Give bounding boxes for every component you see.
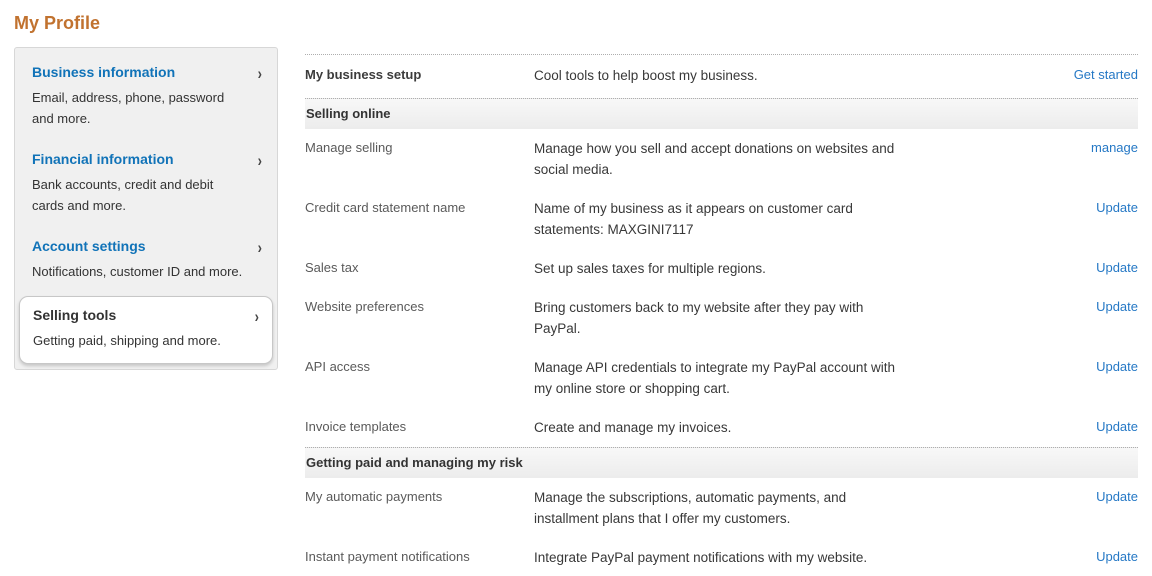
update-link[interactable]: Update [1096, 299, 1138, 314]
page-title: My Profile [14, 13, 101, 33]
row-label: Manage selling [305, 140, 393, 155]
row-action [902, 357, 1138, 399]
sidebar-item-title: Account settings [32, 238, 146, 254]
row-label: API access [305, 359, 371, 374]
chevron-right-icon: › [257, 151, 262, 170]
layout [14, 47, 1138, 576]
update-link[interactable]: Update [1096, 489, 1138, 504]
row-website-preferences [305, 288, 1138, 348]
row-invoice-templates [305, 408, 1138, 447]
row-description: Bring customers back to my website after they pay with PayPal. [534, 300, 864, 336]
row-my-automatic-payments [305, 478, 1138, 538]
sidebar-item-title: Selling tools [33, 307, 117, 323]
chevron-right-icon: › [257, 64, 262, 83]
row-label: My business setup [305, 67, 422, 82]
row-manage-selling [305, 129, 1138, 189]
sidebar-item-account-settings[interactable] [15, 227, 277, 293]
row-action [902, 65, 1138, 86]
update-link[interactable]: Update [1096, 359, 1138, 374]
get-started-link[interactable]: Get started [1073, 67, 1138, 82]
row-api-access [305, 348, 1138, 408]
sidebar-item-business-information[interactable] [15, 53, 277, 140]
row-credit-card-statement-name [305, 189, 1138, 249]
section-header-getting-paid: Getting paid and managing my risk [305, 447, 1138, 478]
row-description: Manage the subscriptions, automatic payments, and installment plans that I offer my customers. [534, 490, 847, 526]
row-label: Sales tax [305, 260, 359, 275]
row-action [902, 547, 1138, 568]
sidebar-item-description: Bank accounts, credit and debit cards and more. [32, 177, 214, 213]
sidebar-item-selling-tools[interactable] [19, 296, 273, 364]
row-description: Create and manage my invoices. [534, 420, 732, 435]
sidebar-item-title: Business information [32, 64, 176, 80]
row-action [902, 258, 1138, 279]
row-label: Invoice templates [305, 419, 407, 434]
section-header-selling-online: Selling online [305, 98, 1138, 129]
row-label: Instant payment notifications [305, 549, 470, 564]
row-description: Cool tools to help boost my business. [534, 68, 758, 83]
update-link[interactable]: Update [1096, 200, 1138, 215]
profile-sidebar [14, 47, 278, 370]
chevron-right-icon: › [254, 307, 259, 326]
row-description: Integrate PayPal payment notifications with my website. [534, 550, 868, 565]
row-sales-tax [305, 249, 1138, 288]
row-action [902, 198, 1138, 240]
row-description: Manage how you sell and accept donations on websites and social media. [534, 141, 895, 177]
row-action [902, 417, 1138, 438]
sidebar-item-title: Financial information [32, 151, 174, 167]
row-label: Website preferences [305, 299, 424, 314]
row-action [902, 138, 1138, 180]
row-instant-payment-notifications [305, 538, 1138, 576]
update-link[interactable]: Update [1096, 260, 1138, 275]
row-description: Manage API credentials to integrate my PayPal account with my online store or shopping cart. [534, 360, 895, 396]
manage-link[interactable]: manage [1091, 140, 1138, 155]
sidebar-item-description: Notifications, customer ID and more. [32, 264, 243, 279]
sidebar-item-description: Email, address, phone, password and more. [32, 90, 225, 126]
sidebar-item-financial-information[interactable] [15, 140, 277, 227]
update-link[interactable]: Update [1096, 549, 1138, 564]
row-label: My automatic payments [305, 489, 443, 504]
selling-tools-settings-list [305, 54, 1138, 576]
row-label: Credit card statement name [305, 200, 466, 215]
sidebar-item-description: Getting paid, shipping and more. [33, 333, 221, 348]
chevron-right-icon: › [257, 238, 262, 257]
row-action [902, 487, 1138, 529]
row-description: Name of my business as it appears on customer card statements: MAXGINI7117 [534, 201, 853, 237]
row-description: Set up sales taxes for multiple regions. [534, 261, 766, 276]
row-action [902, 297, 1138, 339]
update-link[interactable]: Update [1096, 419, 1138, 434]
row-my-business-setup [305, 55, 1138, 98]
